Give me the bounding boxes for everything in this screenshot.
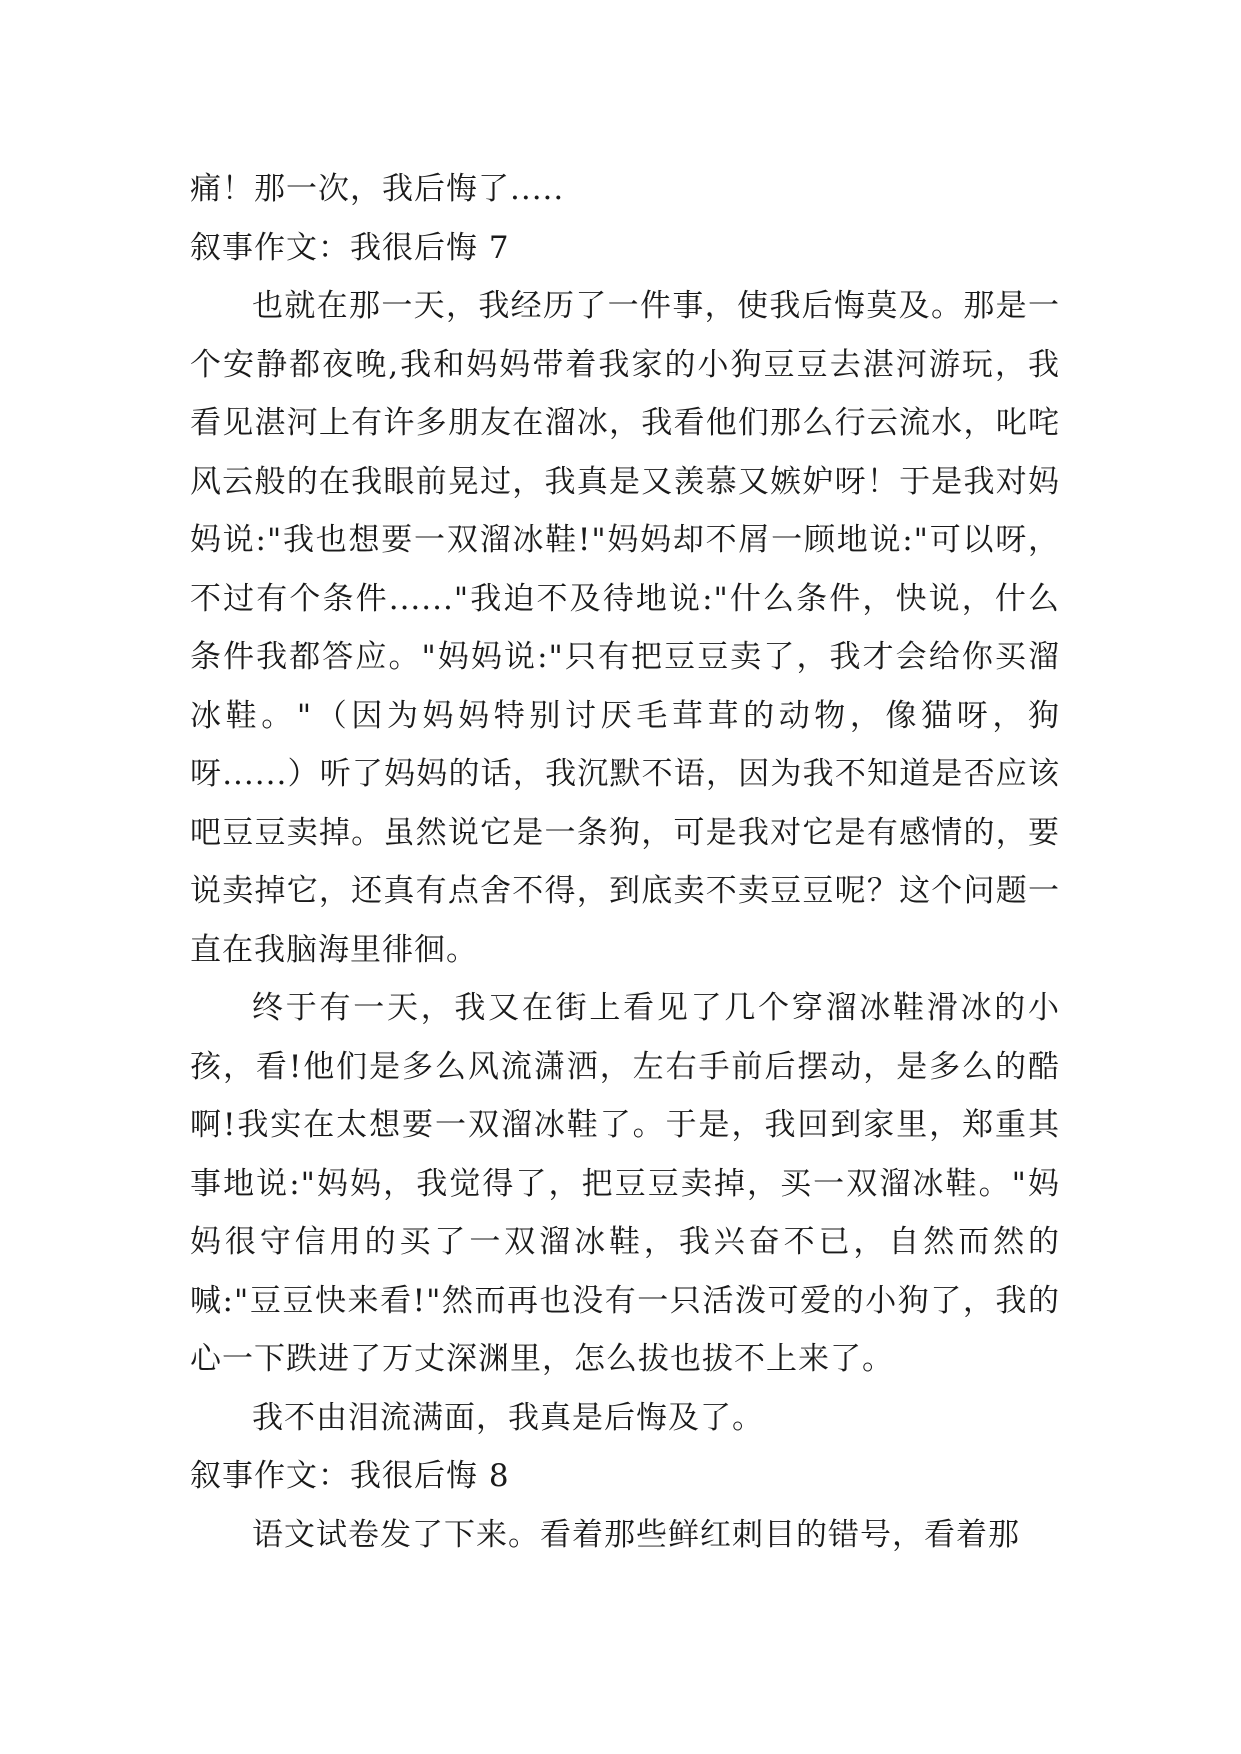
paragraph: 语文试卷发了下来。看着那些鲜红刺目的错号，看着那 (252, 1516, 1020, 1553)
paragraph: 我不由泪流满面，我真是后悔及了。 (252, 1399, 764, 1436)
section-heading-8: 叙事作文：我很后悔 8 (190, 1458, 510, 1494)
section-heading-7: 叙事作文：我很后悔 7 (190, 229, 510, 266)
paragraph: 终于有一天，我又在街上看见了几个穿溜冰鞋滑冰的小孩，看!他们是多么风流潇洒，左右手前后摆动，是多么的酷啊!我实在太想要一双溜冰鞋了。于是，我回到家里，郑重其事地说:"妈妈，我觉得了，把豆豆卖掉，买一双溜冰鞋。"妈妈很守信用的买了一双溜冰鞋，我兴奋不已，自然而然的喊:"豆豆快来看!"然而再也没有一只活泼可爱的小狗了，我的心一下跌进了万丈深渊里，怎么拔也拔不上来了。 (190, 990, 1060, 1377)
opening-line: 痛！那一次，我后悔了..... (190, 171, 565, 207)
document-body (190, 160, 1060, 1564)
paragraph: 也就在那一天，我经历了一件事，使我后悔莫及。那是一个安静都夜晚,我和妈妈带着我家的小狗豆豆去湛河游玩，我看见湛河上有许多朋友在溜冰，我看他们那么行云流水，叱咤风云般的在我眼前晃过，我真是又羡慕又嫉妒呀！于是我对妈妈说:"我也想要一双溜冰鞋!"妈妈却不屑一顾地说:"可以呀，不过有个条件......"我迫不及待地说:"什么条件，快说，什么条件我都答应。"妈妈说:"只有把豆豆卖了，我才会给你买溜冰鞋。"（因为妈妈特别讨厌毛茸茸的动物，像猫呀，狗呀......）听了妈妈的话，我沉默不语，因为我不知道是否应该吧豆豆卖掉。虽然说它是一条狗，可是我对它是有感情的，要说卖掉它，还真有点舍不得，到底卖不卖豆豆呢？这个问题一直在我脑海里徘徊。 (190, 288, 1060, 968)
